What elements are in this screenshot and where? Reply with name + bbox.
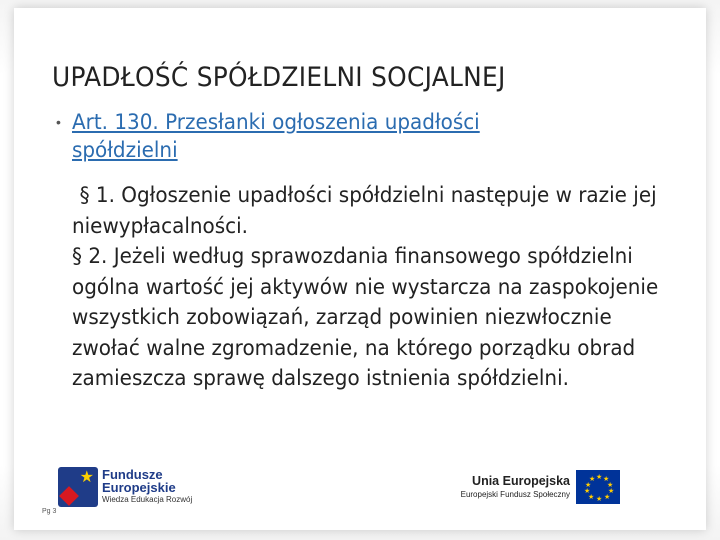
eu-logo [442, 468, 642, 512]
slide-title: UPADŁOŚĆ SPÓŁDZIELNI SOCJALNEJ [52, 62, 506, 93]
fe-line1: Fundusze [102, 467, 163, 482]
fe-text [102, 468, 192, 506]
fe-mark-icon: ★ [58, 467, 98, 507]
article-link[interactable]: Art. 130. Przesłanki ogłoszenia upadłości spółdzielni [72, 110, 480, 162]
page-number: Pg 3 [42, 508, 57, 515]
eu-line2: Europejski Fundusz Społeczny [460, 490, 570, 499]
eu-flag-icon: ★ ★ ★ ★ ★ ★ ★ ★ ★ ★ [576, 470, 620, 504]
fe-line3: Wiedza Edukacja Rozwój [102, 495, 193, 504]
paragraph-1: § 1. Ogłoszenie upadłości spółdzielni następuje w razie jej niewypłacalności. [72, 183, 657, 238]
footer-logos [58, 460, 658, 518]
fe-line2: Europejskie [102, 480, 176, 495]
eu-text [442, 474, 570, 499]
article-body [72, 180, 661, 394]
eu-line1: Unia Europejska [472, 474, 570, 488]
bullet-marker: • [56, 114, 61, 130]
fundusze-europejskie-logo [58, 460, 218, 514]
paragraph-2: § 2. Jeżeli według sprawozdania finansowego spółdzielni ogólna wartość jej aktywów nie wystarcza na zaspokojenie wszystkich zobowiązań, zarząd powinien niezwłocznie zwołać walne zgromadzenie, na którego porządku obrad zamieszcza sprawę dalszego istnienia spółdzielni. [72, 244, 659, 390]
